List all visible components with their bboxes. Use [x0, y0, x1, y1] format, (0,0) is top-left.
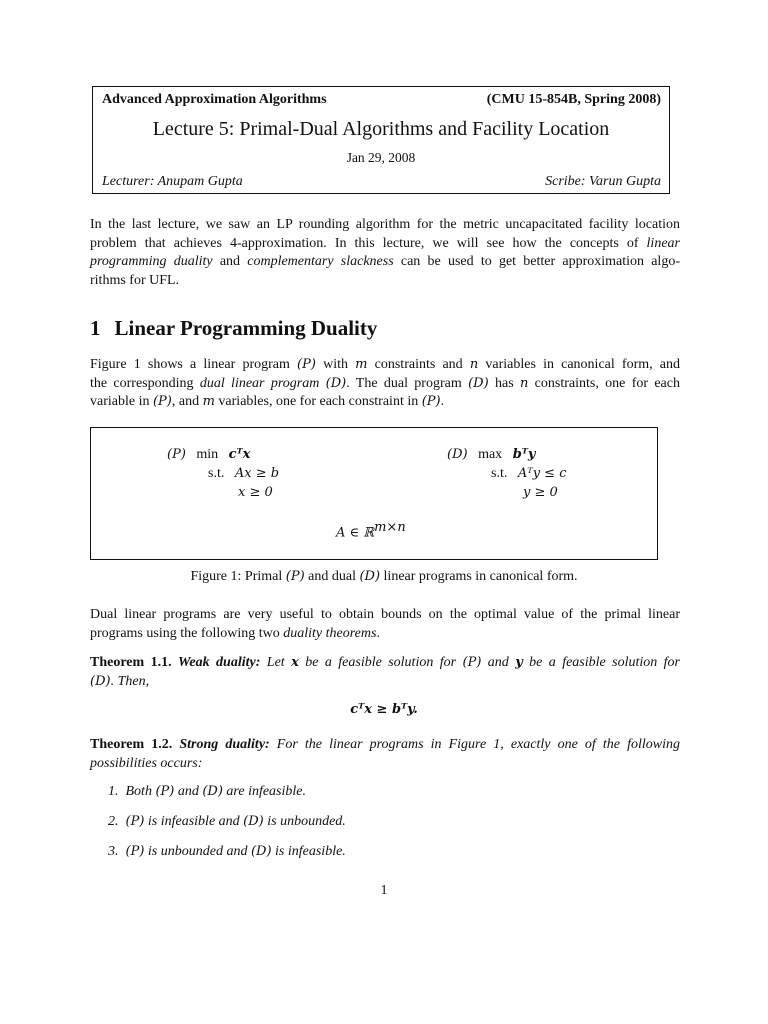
theorem-1-line-1: Theorem 1.1. Weak duality: Let x be a feasible solution for (P) and y be a feasible solution for — [90, 655, 681, 670]
duality-paragraph — [90, 606, 680, 643]
page-number: 1 — [380, 883, 388, 898]
matrix-dimension: A ∈ ℝ$^{m\times n}$ — [336, 520, 406, 541]
intro-paragraph — [90, 216, 680, 290]
lecture-header-box — [92, 86, 670, 194]
lecture-title: Lecture 5: Primal-Dual Algorithms and Facility Location — [152, 118, 610, 140]
section-number: 1 — [90, 316, 101, 340]
theorem-2-line-1: Theorem 1.2. Strong duality: For the linear programs in Figure 1, exactly one of the following — [90, 737, 680, 752]
section-paragraph-line-2: the corresponding dual linear program (D). The dual program (D) has n constraints, one for each — [90, 375, 680, 391]
primal-constraint-2: x ≥ 0 — [238, 485, 273, 500]
theorem-1-line-2: (D). Then, — [90, 673, 150, 689]
theorem-2-line-2: possibilities occurs: — [90, 755, 203, 771]
section-heading — [90, 316, 377, 341]
section-paragraph-line-1: Figure 1 shows a linear program (P) with m constraints and n variables in canonical form, and — [90, 357, 681, 372]
intro-line-4: rithms for UFL. — [90, 272, 180, 288]
primal-constraint-1: s.t. Ax ≥ b — [208, 466, 280, 481]
dual-constraint-1: s.t. Aᵀy ≤ c — [491, 466, 567, 481]
intro-line-2: problem that achieves 4-approximation. In this lecture, we will see how the concepts of linear — [90, 235, 680, 251]
dual-objective: (D) max bᵀy — [447, 447, 536, 462]
course-code: (CMU 15-854B, Spring 2008) — [486, 92, 661, 107]
list-item: 1. Both (P) and (D) are infeasible. — [108, 784, 306, 799]
section-title: Linear Programming Duality — [114, 316, 378, 340]
duality-line-1: Dual linear programs are very useful to obtain bounds on the optimal value of the primal linear — [90, 607, 680, 622]
list-item: 3. (P) is unbounded and (D) is infeasible. — [108, 844, 346, 859]
lp-figure-box — [90, 427, 658, 560]
course-name: Advanced Approximation Algorithms — [102, 92, 327, 107]
intro-line-1: In the last lecture, we saw an LP rounding algorithm for the metric uncapacitated facility location — [90, 217, 680, 232]
theorem-strong-duality — [90, 736, 680, 773]
weak-duality-equation: cᵀx ≥ bᵀy. — [350, 702, 418, 717]
scribe-name: Scribe: Varun Gupta — [545, 174, 661, 189]
intro-line-3: programming duality and complementary slackness can be used to get better approximation algo- — [90, 254, 680, 269]
section-paragraph — [90, 356, 680, 412]
figure-caption: Figure 1: Primal (P) and dual (D) linear programs in canonical form. — [190, 569, 578, 584]
lecturer-name: Lecturer: Anupam Gupta — [102, 174, 243, 189]
section-paragraph-line-3: variable in (P), and m variables, one for each constraint in (P). — [90, 394, 445, 409]
lecture-date: Jan 29, 2008 — [346, 150, 416, 165]
list-item: 2. (P) is infeasible and (D) is unbounded. — [108, 814, 346, 829]
primal-objective: (P) min cᵀx — [167, 447, 251, 462]
dual-constraint-2: y ≥ 0 — [523, 485, 558, 500]
theorem-weak-duality — [90, 654, 680, 691]
duality-line-2: programs using the following two duality theorems. — [90, 625, 380, 641]
